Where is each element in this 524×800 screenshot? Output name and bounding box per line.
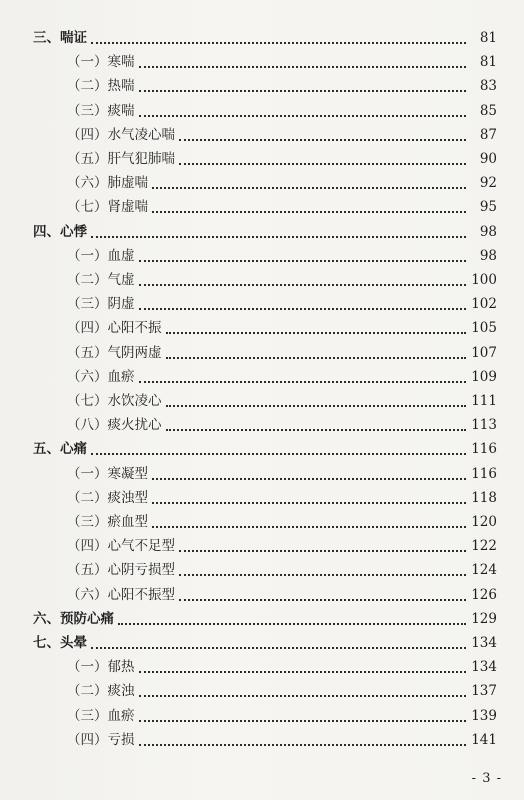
toc-page-number: 120 bbox=[471, 514, 497, 530]
dot-leader bbox=[91, 647, 466, 649]
toc-item-row bbox=[0, 172, 524, 194]
toc-item-row bbox=[0, 293, 524, 315]
toc-item-row bbox=[0, 245, 524, 267]
dot-leader bbox=[179, 599, 466, 601]
toc-item-row bbox=[0, 487, 524, 509]
dot-leader bbox=[139, 66, 467, 68]
dot-leader bbox=[118, 623, 466, 625]
toc-item-title: （四）水气凌心喘 bbox=[67, 126, 175, 143]
toc-section-title: 五、心痛 bbox=[33, 441, 87, 458]
toc-section-title: 三、喘证 bbox=[33, 30, 87, 46]
toc-item-row bbox=[0, 148, 524, 170]
page-number: - 3 - bbox=[471, 771, 502, 786]
toc-item-title: （二）痰浊型 bbox=[67, 489, 148, 506]
toc-item-title: （五）心阴亏损型 bbox=[67, 562, 175, 579]
dot-leader bbox=[139, 671, 467, 673]
toc-section-title: 四、心悸 bbox=[33, 223, 87, 240]
dot-leader bbox=[179, 550, 466, 552]
dot-leader bbox=[152, 478, 466, 480]
dot-leader bbox=[91, 453, 466, 455]
toc-item-title: （二）气虚 bbox=[67, 272, 135, 288]
toc-page-number: 116 bbox=[471, 465, 497, 482]
toc-page-number: 100 bbox=[471, 272, 497, 288]
toc-item-title: （三）痰喘 bbox=[67, 102, 135, 119]
toc-page-number: 81 bbox=[479, 54, 497, 71]
toc-item-title: （六）血瘀 bbox=[67, 368, 135, 385]
toc-page-number: 141 bbox=[471, 731, 497, 748]
dot-leader bbox=[139, 115, 467, 117]
toc-section-row bbox=[0, 632, 524, 654]
toc-page-number: 126 bbox=[471, 586, 497, 603]
toc-item-row bbox=[0, 584, 524, 606]
toc-item-row bbox=[0, 75, 524, 97]
toc-item-row bbox=[0, 366, 524, 388]
dot-leader bbox=[91, 236, 466, 238]
toc-item-row bbox=[0, 463, 524, 485]
toc-page-number: 81 bbox=[479, 30, 497, 46]
toc-page-number: 134 bbox=[471, 659, 497, 676]
toc-item-title: （三）瘀血型 bbox=[67, 514, 148, 530]
dot-leader bbox=[139, 720, 467, 722]
toc-page-number: 137 bbox=[471, 683, 497, 700]
toc-item-title: （五）肝气犯肺喘 bbox=[67, 151, 175, 167]
toc-item-title: （二）痰浊 bbox=[67, 683, 135, 700]
dot-leader bbox=[166, 429, 467, 431]
dot-leader bbox=[166, 405, 467, 407]
dot-leader bbox=[152, 211, 466, 213]
toc-item-title: （二）热喘 bbox=[67, 78, 135, 95]
toc-item-title: （一）寒喘 bbox=[67, 54, 135, 71]
toc-page-number: 85 bbox=[479, 102, 497, 119]
dot-leader bbox=[91, 42, 466, 44]
toc-item-title: （四）心阳不振 bbox=[67, 320, 162, 337]
toc-item-row bbox=[0, 414, 524, 436]
dot-leader bbox=[179, 139, 466, 141]
toc-page-number: 98 bbox=[479, 223, 497, 240]
dot-leader bbox=[139, 284, 467, 286]
dot-leader bbox=[139, 695, 467, 697]
toc-item-title: （六）心阳不振型 bbox=[67, 586, 175, 603]
toc-page-number: 113 bbox=[471, 417, 497, 434]
toc-item-title: （七）肾虚喘 bbox=[67, 199, 148, 216]
toc-page-number: 95 bbox=[479, 199, 497, 216]
toc-section-title: 六、预防心痛 bbox=[33, 610, 114, 627]
toc-item-row bbox=[0, 535, 524, 557]
toc-item-row bbox=[0, 559, 524, 581]
toc-page-number: 124 bbox=[471, 562, 497, 579]
toc-item-title: （一）郁热 bbox=[67, 659, 135, 676]
dot-leader bbox=[166, 357, 467, 359]
dot-leader bbox=[139, 260, 467, 262]
dot-leader bbox=[139, 381, 467, 383]
toc-item-title: （四）心气不足型 bbox=[67, 538, 175, 555]
toc-page-number: 90 bbox=[479, 151, 497, 167]
toc-section-row bbox=[0, 438, 524, 460]
toc-item-title: （三）阴虚 bbox=[67, 296, 135, 313]
toc-item-title: （一）血虚 bbox=[67, 247, 135, 264]
toc-page-number: 122 bbox=[471, 538, 497, 555]
toc-item-row bbox=[0, 51, 524, 73]
toc-item-title: （六）肺虚喘 bbox=[67, 175, 148, 192]
toc-page-number: 134 bbox=[471, 635, 497, 651]
toc-page-number: 87 bbox=[479, 126, 497, 143]
dot-leader bbox=[152, 526, 466, 528]
toc-item-row bbox=[0, 100, 524, 122]
toc-section-row bbox=[0, 221, 524, 243]
toc-page-number: 83 bbox=[479, 78, 497, 95]
toc-section-title: 七、头晕 bbox=[33, 635, 87, 651]
toc-page-number: 129 bbox=[471, 610, 497, 627]
toc-item-title: （四）亏损 bbox=[67, 731, 135, 748]
dot-leader bbox=[139, 744, 467, 746]
dot-leader bbox=[152, 502, 466, 504]
toc-item-row bbox=[0, 390, 524, 412]
toc-item-title: （五）气阴两虚 bbox=[67, 344, 162, 361]
dot-leader bbox=[179, 574, 466, 576]
toc-item-row bbox=[0, 124, 524, 146]
toc-item-row bbox=[0, 656, 524, 678]
toc-item-row bbox=[0, 511, 524, 533]
toc-page-number: 116 bbox=[471, 441, 497, 458]
toc-item-title: （一）寒凝型 bbox=[67, 465, 148, 482]
toc-item-row bbox=[0, 680, 524, 702]
toc-item-title: （三）血瘀 bbox=[67, 707, 135, 724]
dot-leader bbox=[152, 187, 466, 189]
toc-item-title: （七）水饮凌心 bbox=[67, 393, 162, 409]
toc-item-row bbox=[0, 729, 524, 751]
dot-leader bbox=[179, 163, 466, 165]
toc-item-title: （八）痰火扰心 bbox=[67, 417, 162, 434]
toc-item-row bbox=[0, 342, 524, 364]
toc-page-number: 92 bbox=[479, 175, 497, 192]
toc-page-number: 105 bbox=[471, 320, 497, 337]
toc-item-row bbox=[0, 196, 524, 218]
toc-item-row bbox=[0, 269, 524, 291]
toc-section-row bbox=[0, 27, 524, 49]
toc-item-row bbox=[0, 317, 524, 339]
toc-page-number: 109 bbox=[471, 368, 497, 385]
toc-page-number: 107 bbox=[471, 344, 497, 361]
dot-leader bbox=[166, 332, 467, 334]
toc-page-number: 139 bbox=[471, 707, 497, 724]
toc-page-number: 111 bbox=[471, 393, 497, 409]
toc-item-row bbox=[0, 705, 524, 727]
toc-page-number: 98 bbox=[479, 247, 497, 264]
dot-leader bbox=[139, 90, 467, 92]
toc-page-number: 102 bbox=[471, 296, 497, 313]
toc-section-row bbox=[0, 608, 524, 630]
dot-leader bbox=[139, 308, 467, 310]
toc-page-number: 118 bbox=[471, 489, 497, 506]
